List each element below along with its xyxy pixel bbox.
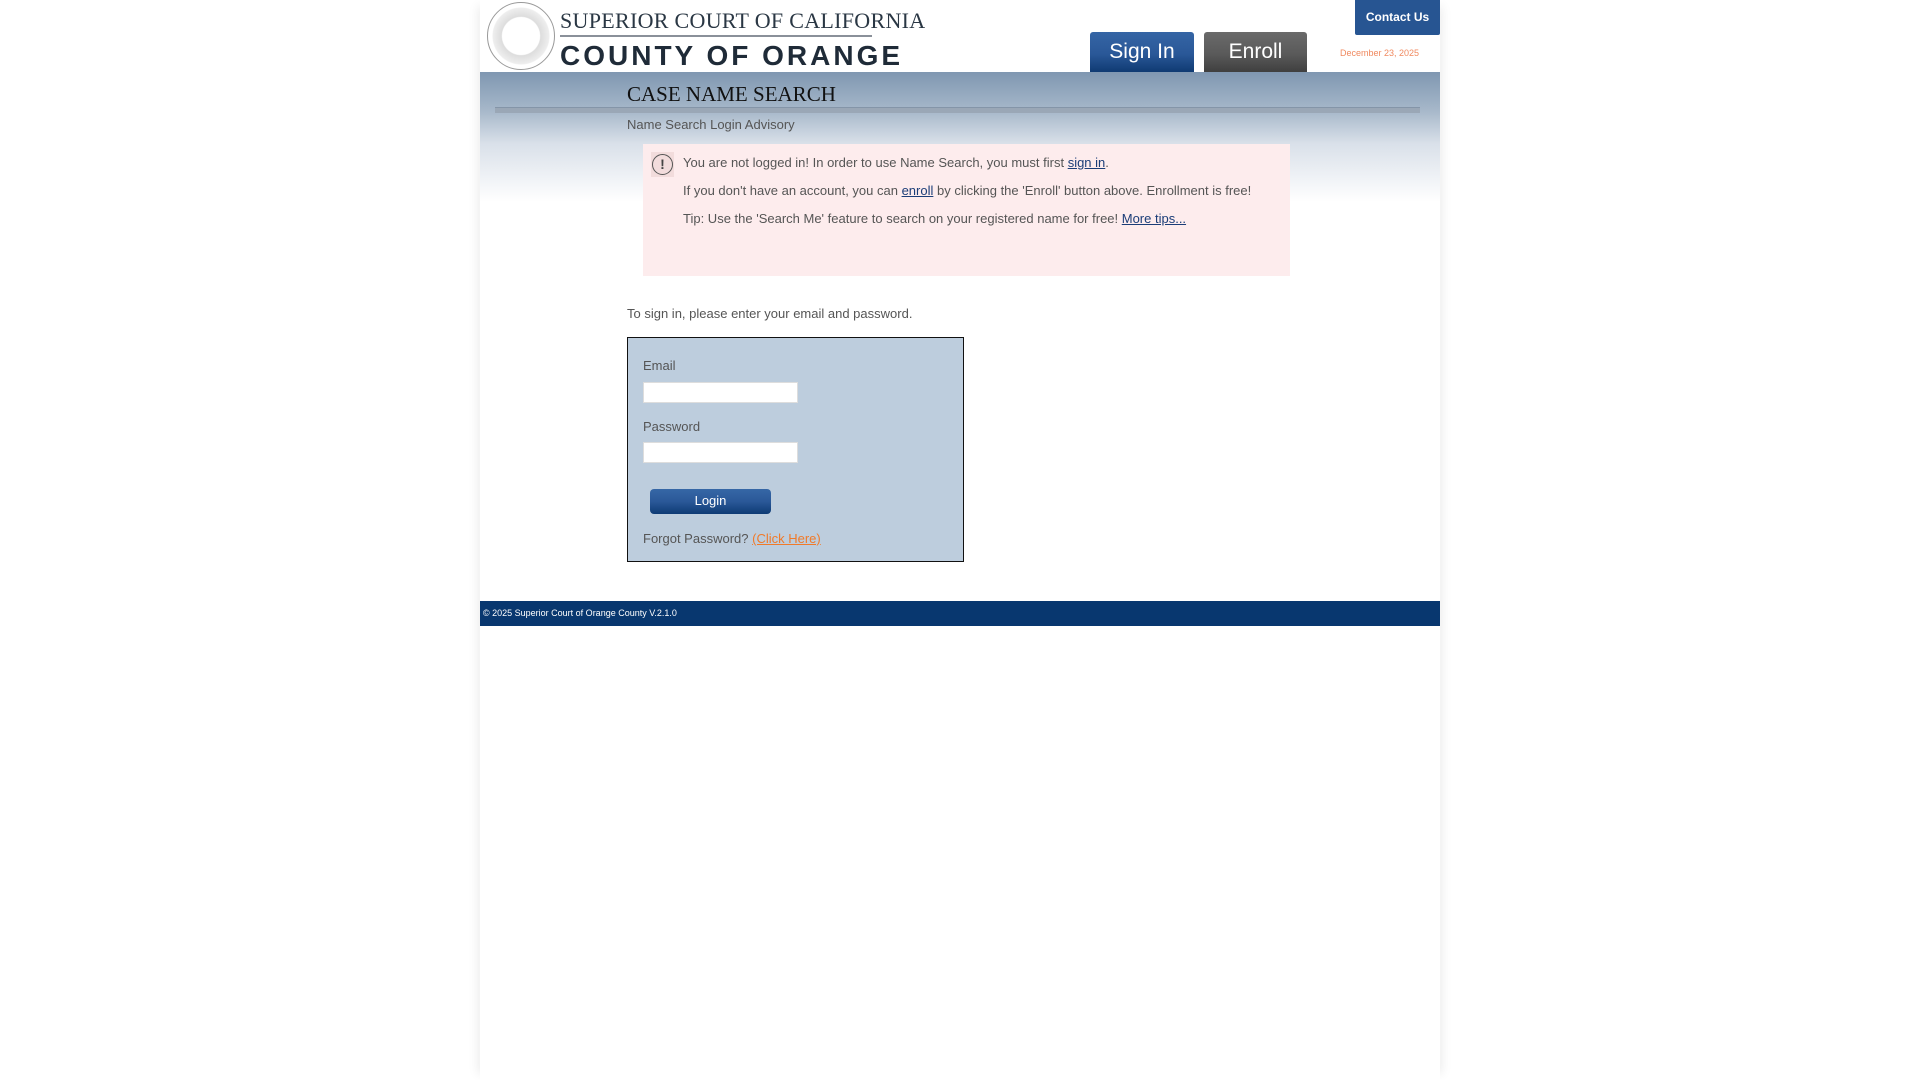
alert-line-1 [683, 155, 1109, 170]
alert-line-2 [683, 183, 1251, 198]
court-seal-icon [487, 2, 555, 70]
alert-line-3 [683, 211, 1186, 226]
password-label: Password [643, 419, 701, 434]
current-date: December 23, 2025 [1340, 48, 1420, 58]
alert-text: If you don't have an account, you can [683, 183, 902, 198]
more-tips-link[interactable]: More tips... [1121, 211, 1187, 226]
login-advisory-alert [643, 144, 1290, 276]
alert-text: You are not logged in! In order to use Name Search, you must first [683, 155, 1068, 170]
sign-in-button[interactable]: Sign In [1090, 32, 1194, 72]
forgot-password-text: Forgot Password? [643, 531, 753, 546]
logo-title-bottom: COUNTY OF ORANGE [560, 40, 904, 71]
page-subtitle: Name Search Login Advisory [627, 117, 795, 132]
enroll-button[interactable]: Enroll [1204, 32, 1307, 72]
logo-divider [560, 35, 872, 37]
alert-text: . [1105, 155, 1109, 170]
email-input[interactable] [643, 382, 798, 403]
logo-title-top: SUPERIOR COURT OF CALIFORNIA [560, 8, 926, 33]
court-logo[interactable] [487, 2, 926, 71]
exclamation-icon: ! [651, 152, 674, 177]
login-form [627, 337, 964, 562]
password-input[interactable] [643, 442, 798, 463]
page-title: CASE NAME SEARCH [627, 82, 836, 106]
enroll-link[interactable]: enroll [901, 183, 934, 198]
email-label: Email [643, 358, 676, 373]
alert-text: Tip: Use the 'Search Me' feature to search on your registered name for free! [683, 211, 1122, 226]
alert-text: by clicking the 'Enroll' button above. Enrollment is free! [933, 183, 1252, 198]
login-button[interactable]: Login [650, 489, 771, 514]
footer: © 2025 Superior Court of Orange County V.2.1.0 [480, 601, 1440, 626]
contact-us-button[interactable]: Contact Us [1355, 0, 1440, 35]
sign-in-prompt: To sign in, please enter your email and password. [627, 306, 913, 321]
forgot-password-link[interactable]: (Click Here) [752, 531, 821, 546]
page-container [480, 0, 1440, 1080]
forgot-password [643, 531, 821, 546]
sign-in-link[interactable]: sign in [1067, 155, 1106, 170]
title-divider [495, 107, 1420, 113]
